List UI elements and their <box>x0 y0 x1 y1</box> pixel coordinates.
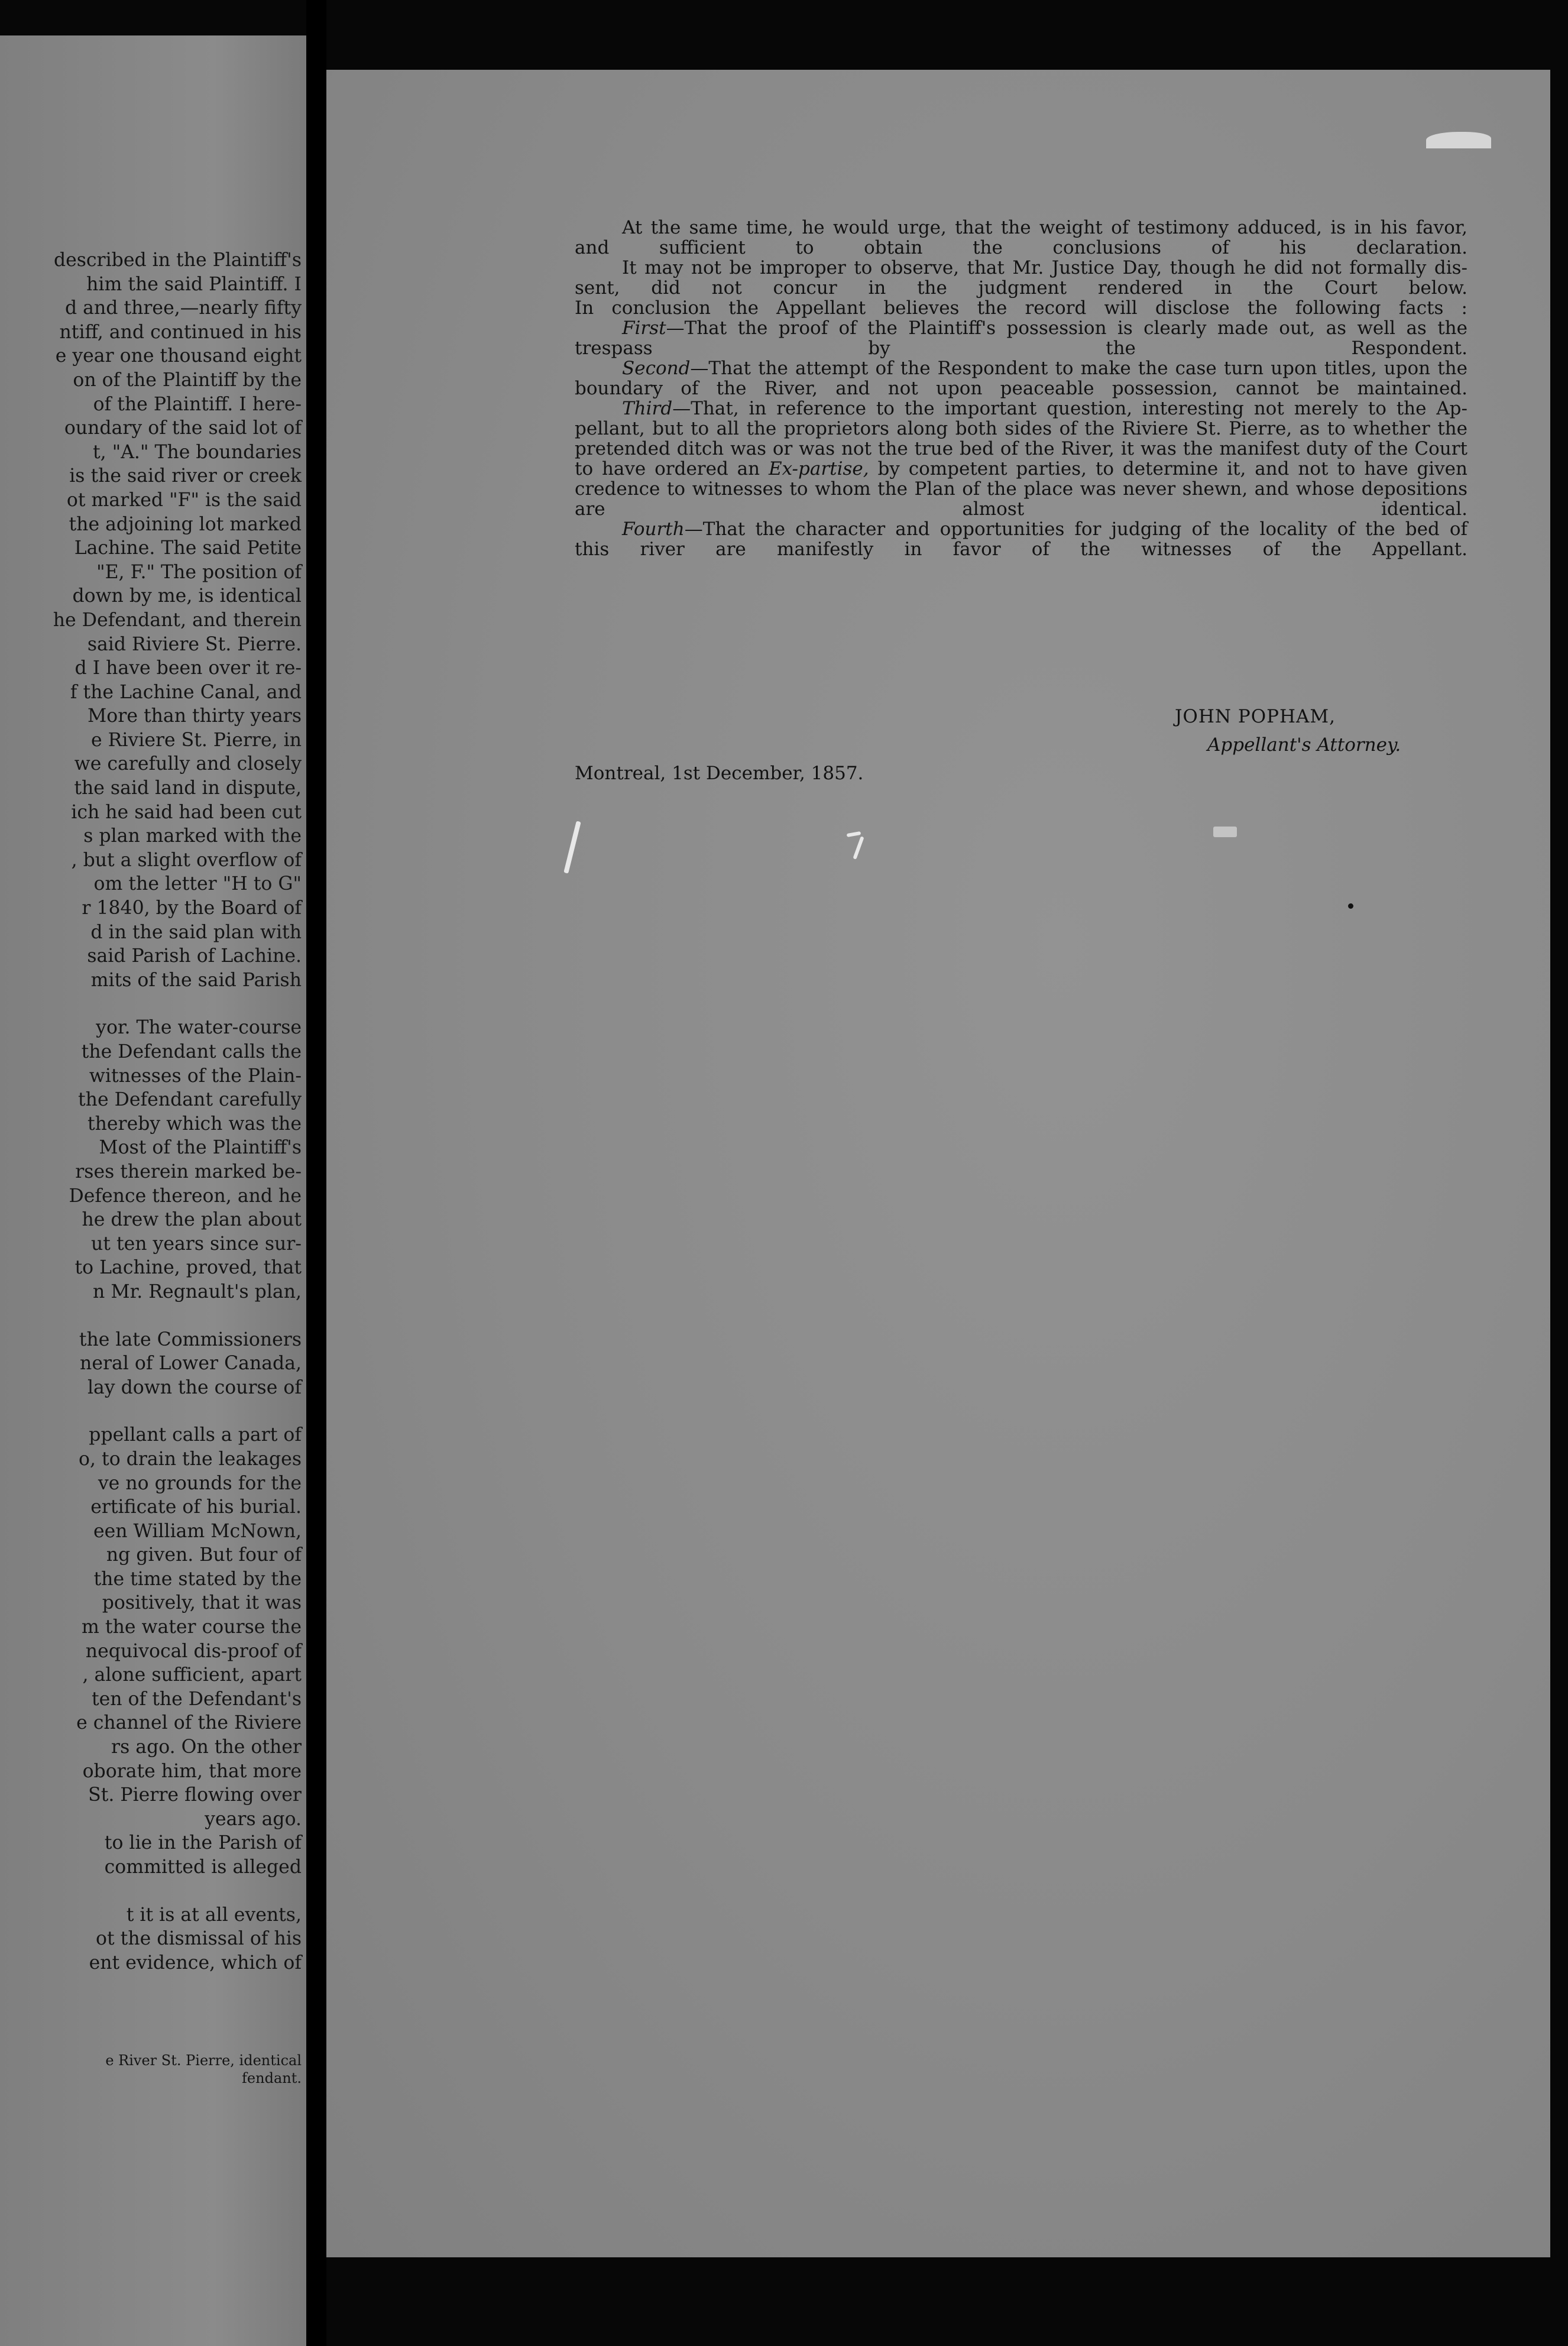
left-page-line: St. Pierre flowing over <box>88 1784 302 1806</box>
book-gutter <box>306 0 326 2346</box>
left-page-line <box>6 1880 302 1903</box>
signature-name: JOHN POPHAM, <box>1175 706 1336 727</box>
right-page <box>326 70 1550 2257</box>
paragraph-last-line: sent, did not concur in the judgment rendered in the Court below. <box>575 277 1467 299</box>
left-page-line: een William McNown, <box>93 1520 302 1542</box>
left-page-line: Most of the Plaintiff's <box>99 1137 302 1159</box>
paper-tear <box>1426 132 1491 148</box>
brief-body-text <box>575 218 1467 559</box>
paper-blemish <box>853 836 864 860</box>
left-page-line: ng given. But four of <box>106 1544 302 1566</box>
left-page-line: t it is at all events, <box>126 1904 302 1926</box>
signature-title: Appellant's Attorney. <box>1207 734 1401 756</box>
left-page-line: ve no grounds for the <box>98 1472 302 1494</box>
left-page-spacer <box>6 1975 302 2052</box>
left-page-line: o, to drain the leakages <box>79 1448 302 1470</box>
left-page-line: to lie in the Parish of <box>104 1832 302 1854</box>
left-page-line: to Lachine, proved, that <box>74 1257 302 1279</box>
left-page-line <box>6 1304 302 1328</box>
left-page-line: m the water course the <box>82 1616 302 1638</box>
paper-blemish <box>563 821 581 873</box>
left-page-line: on of the Plaintiff by the <box>73 369 302 391</box>
left-page-line: down by me, is identical <box>72 585 302 607</box>
left-page-line <box>6 1399 302 1423</box>
left-page-line: the said land in dispute, <box>74 777 302 799</box>
paper-blemish <box>1213 827 1237 837</box>
left-page-line: said Riviere St. Pierre. <box>87 633 302 655</box>
paragraph-last-line: boundary of the River, and not upon peaceable possession, cannot be maintained. <box>575 378 1467 399</box>
left-page-line: thereby which was the <box>87 1113 302 1135</box>
paragraph-text: by competent parties, to determine it, and not to have given credence to witnesses to whom the Plan of the place was never shewn, and whose depositions <box>575 458 1467 500</box>
left-page-line: yor. The water-course <box>96 1017 302 1039</box>
left-page-line: om the letter "H to G" <box>93 873 302 895</box>
left-page-line: d and three,—nearly fifty <box>65 297 302 319</box>
left-page-footnote: e River St. Pierre, identical <box>105 2052 302 2069</box>
paragraph-last-line: are almost identical. <box>575 498 1467 520</box>
left-page-line: s plan marked with the <box>83 825 302 847</box>
left-page-line: ut ten years since sur- <box>91 1233 302 1255</box>
left-page-line: , alone sufficient, apart <box>82 1664 302 1686</box>
left-page-line: the Defendant calls the <box>81 1041 302 1062</box>
left-page-line: ot marked "F" is the said <box>66 489 302 511</box>
left-page-line: lay down the course of <box>87 1376 302 1398</box>
place-and-date: Montreal, 1st December, 1857. <box>575 763 864 784</box>
left-page-text <box>6 248 302 2087</box>
paper-blemish <box>847 831 861 837</box>
paragraph-last-line: this river are manifestly in favor of the witnesses of the Appellant. <box>575 539 1467 560</box>
paragraph-text: It may not be improper to observe, that Mr. Justice Day, though he did not formally dis- <box>622 257 1467 278</box>
left-page-line: mits of the said Parish <box>90 969 302 991</box>
left-page-line: oundary of the said lot of <box>64 417 302 439</box>
left-page-line: t, "A." The boundaries <box>93 441 302 463</box>
left-page-line: ot the dismissal of his <box>96 1928 302 1950</box>
paragraph-text: —That, in reference to the important question, interesting not merely to the Ap-pellant, but to all the proprietors along both sides of the Riviere St. Pierre, as to whether the pretended ditch was or was not the true bed of the River, it was the manifest duty of the Court to have ordered an <box>575 398 1467 479</box>
left-page-line: d I have been over it re- <box>74 657 302 679</box>
left-page-line: the adjoining lot marked <box>69 513 302 535</box>
left-page-line: rs ago. On the other <box>111 1736 302 1758</box>
paragraph-lead: Second <box>622 358 691 379</box>
left-page-line: ntiff, and continued in his <box>59 321 302 343</box>
left-page-line: the time stated by the <box>93 1568 302 1590</box>
left-page-line: oborate him, that more <box>82 1760 302 1782</box>
paragraph <box>575 218 1467 258</box>
left-page-line: n Mr. Regnault's plan, <box>93 1281 302 1302</box>
paragraph <box>575 358 1467 398</box>
paragraph-text: At the same time, he would urge, that the weight of testimony adduced, is in his favor, <box>622 217 1467 238</box>
left-page-line: him the said Plaintiff. I <box>86 273 302 295</box>
signature-block <box>1151 702 1506 759</box>
paragraph-last-line: and sufficient to obtain the conclusions of his declaration. <box>575 237 1467 258</box>
left-page-line: nequivocal dis-proof of <box>85 1640 302 1662</box>
paragraph-lead: Fourth <box>622 519 685 540</box>
paragraph <box>575 298 1467 318</box>
left-page-line: he Defendant, and therein <box>53 609 302 631</box>
paragraph-emphasis: Ex-partise, <box>768 458 878 479</box>
left-page-line: committed is alleged <box>104 1856 302 1878</box>
left-page-line: years ago. <box>205 1808 302 1830</box>
left-page-line: rses therein marked be- <box>75 1161 302 1182</box>
left-page-line: e Riviere St. Pierre, in <box>91 729 302 751</box>
left-page-line: ppellant calls a part of <box>89 1424 302 1446</box>
left-page-line: positively, that it was <box>102 1592 302 1614</box>
left-page-line: , but a slight overflow of <box>71 849 302 871</box>
left-page-line: described in the Plaintiff's <box>53 249 302 271</box>
paragraph-text: —That the character and opportunities for judging of the locality of the bed of <box>684 519 1467 540</box>
left-page-line: ertificate of his burial. <box>90 1496 302 1518</box>
left-page-line: we carefully and closely <box>74 753 302 775</box>
left-page-line: r 1840, by the Board of <box>82 897 302 919</box>
left-page-line: More than thirty years <box>88 705 302 727</box>
paragraph-last-line: In conclusion the Appellant believes the record will disclose the following facts : <box>575 297 1467 319</box>
left-page-line: "E, F." The position of <box>96 561 302 583</box>
paragraph-text: —That the proof of the Plaintiff's possession is clearly made out, as well as the <box>666 317 1467 339</box>
paragraph-text: —That the attempt of the Respondent to make the case turn upon titles, upon the <box>690 358 1467 379</box>
paragraph <box>575 258 1467 298</box>
left-page-line: the late Commissioners <box>79 1328 302 1350</box>
left-page-line: said Parish of Lachine. <box>87 945 302 967</box>
paragraph <box>575 318 1467 358</box>
left-page-line: the Defendant carefully <box>78 1089 302 1111</box>
paragraph <box>575 398 1467 519</box>
left-page-line: e year one thousand eight <box>55 345 302 367</box>
paragraph-lead: First <box>622 317 666 339</box>
left-page-line: ten of the Defendant's <box>91 1688 302 1710</box>
left-page-line <box>6 992 302 1016</box>
left-page-line: ent evidence, which of <box>89 1952 302 1974</box>
paragraph <box>575 519 1467 559</box>
left-page-fragment <box>0 35 306 2346</box>
left-page-line: he drew the plan about <box>82 1209 302 1231</box>
left-page-footnote: fendant. <box>242 2070 302 2087</box>
left-page-line: e channel of the Riviere <box>76 1712 302 1734</box>
left-page-line: d in the said plan with <box>90 921 302 943</box>
paragraph-lead: Third <box>622 398 673 419</box>
left-page-line: Defence thereon, and he <box>69 1185 302 1207</box>
left-page-line: witnesses of the Plain- <box>89 1065 302 1087</box>
left-page-line: neral of Lower Canada, <box>80 1353 302 1375</box>
ink-speck <box>1348 903 1353 909</box>
paragraph-last-line: trespass by the Respondent. <box>575 338 1467 359</box>
left-page-line: of the Plaintiff. I here- <box>93 393 302 415</box>
left-page-line: f the Lachine Canal, and <box>70 681 302 703</box>
left-page-line: ich he said had been cut <box>71 801 302 823</box>
left-page-line: Lachine. The said Petite <box>74 537 302 559</box>
left-page-line: is the said river or creek <box>69 465 302 487</box>
